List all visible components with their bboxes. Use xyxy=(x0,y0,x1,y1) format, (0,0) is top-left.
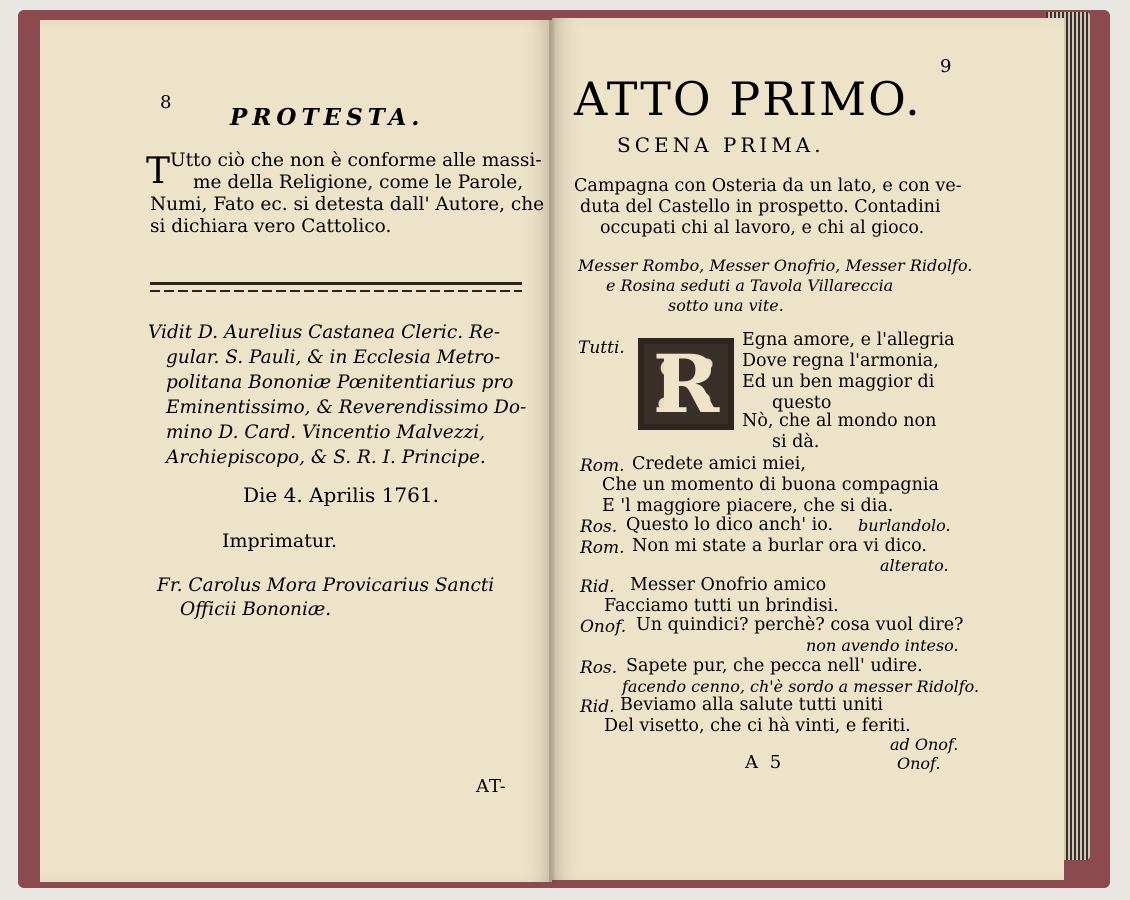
divider-rule-dashed xyxy=(150,290,522,292)
protest-line: Utto ciò che non è conforme alle massi- xyxy=(170,150,542,171)
speaker: Rom. xyxy=(580,456,625,476)
verse-line: Nò, che al mondo non xyxy=(742,411,937,431)
protest-line: me della Religione, come le Parole, xyxy=(193,172,524,193)
gutter-shadow xyxy=(549,18,555,882)
speaker: Rid. xyxy=(580,697,615,717)
speaker: Onof. xyxy=(580,617,627,637)
verse-line: questo xyxy=(772,393,832,413)
speaker: Rom. xyxy=(580,538,625,558)
setting-line: duta del Castello in prospetto. Contadini xyxy=(580,197,941,217)
dialogue-line: Credete amici miei, xyxy=(632,454,806,474)
right-catchword: Onof. xyxy=(897,754,941,773)
setting-line: occupati chi al lavoro, e chi al gioco. xyxy=(600,218,925,238)
dialogue-line: Facciamo tutti un brindisi. xyxy=(604,596,839,616)
verse-line: Ed un ben maggior di xyxy=(742,372,935,392)
dialogue-line: Non mi state a burlar ora vi dico. xyxy=(632,536,927,556)
scene-title: SCENA PRIMA. xyxy=(617,133,825,157)
characters-line: Messer Rombo, Messer Onofrio, Messer Ridolfo. xyxy=(578,256,973,275)
speaker-tutti: Tutti. xyxy=(578,338,625,358)
stage-direction: non avendo inteso. xyxy=(806,636,959,655)
signature-line: Officii Bononiæ. xyxy=(180,599,332,620)
right-page-number: 9 xyxy=(940,56,952,77)
stage-direction: facendo cenno, ch'è sordo a messer Ridolfo. xyxy=(622,677,980,696)
characters-line: e Rosina seduti a Tavola Villareccia xyxy=(606,276,894,295)
approval-line: Vidit D. Aurelius Castanea Cleric. Re- xyxy=(148,322,501,343)
speaker: Ros. xyxy=(580,517,618,537)
left-page-number: 8 xyxy=(160,92,172,113)
dialogue-line: Questo lo dico anch' io. xyxy=(626,515,834,535)
stage-direction: ad Onof. xyxy=(890,735,959,754)
approval-line: mino D. Card. Vincentio Malvezzi, xyxy=(166,422,485,443)
imprimatur: Imprimatur. xyxy=(222,530,338,552)
protest-heading: PROTESTA. xyxy=(230,104,425,131)
act-title: ATTO PRIMO. xyxy=(574,72,922,126)
protest-line: si dichiara vero Cattolico. xyxy=(150,216,392,237)
left-catchword: AT- xyxy=(476,776,507,797)
ornamental-initial-letter: R xyxy=(652,337,720,431)
characters-line: sotto una vite. xyxy=(668,296,784,315)
dialogue-line: Un quindici? perchè? cosa vuol dire? xyxy=(636,615,964,635)
dialogue-line: Messer Onofrio amico xyxy=(630,575,827,595)
protest-initial: T xyxy=(146,151,171,192)
dialogue-line: Sapete pur, che pecca nell' udire. xyxy=(626,656,923,676)
dialogue-line: Beviamo alla salute tutti uniti xyxy=(620,695,883,715)
signature-line: Fr. Carolus Mora Provicarius Sancti xyxy=(157,575,495,596)
dialogue-line: Che un momento di buona compagnia xyxy=(602,475,939,495)
protest-line: Numi, Fato ec. si detesta dall' Autore, che xyxy=(150,194,545,215)
approval-line: Archiepiscopo, & S. R. I. Principe. xyxy=(166,447,486,468)
ornamental-initial xyxy=(638,338,734,430)
dialogue-line: E 'l maggiore piacere, che si dia. xyxy=(602,496,894,516)
verse-line: Dove regna l'armonia, xyxy=(742,351,939,371)
setting-line: Campagna con Osteria da un lato, e con ve- xyxy=(574,176,962,196)
approval-line: Eminentissimo, & Reverendissimo Do- xyxy=(166,397,527,418)
verse-line: Egna amore, e l'allegria xyxy=(742,330,955,350)
verse-line: si dà. xyxy=(772,432,820,452)
speaker: Rid. xyxy=(580,577,615,597)
signature-mark: A 5 xyxy=(745,752,785,773)
approval-line: gular. S. Pauli, & in Ecclesia Metro- xyxy=(166,347,501,368)
divider-rule xyxy=(150,282,522,285)
approval-date: Die 4. Aprilis 1761. xyxy=(243,483,439,507)
dialogue-line: Del visetto, che ci hà vinti, e feriti. xyxy=(604,716,911,736)
stage-direction: burlandolo. xyxy=(858,516,951,535)
approval-line: politana Bononiæ Pœnitentiarius pro xyxy=(166,372,514,393)
speaker: Ros. xyxy=(580,658,618,678)
stage-direction: alterato. xyxy=(880,556,949,575)
